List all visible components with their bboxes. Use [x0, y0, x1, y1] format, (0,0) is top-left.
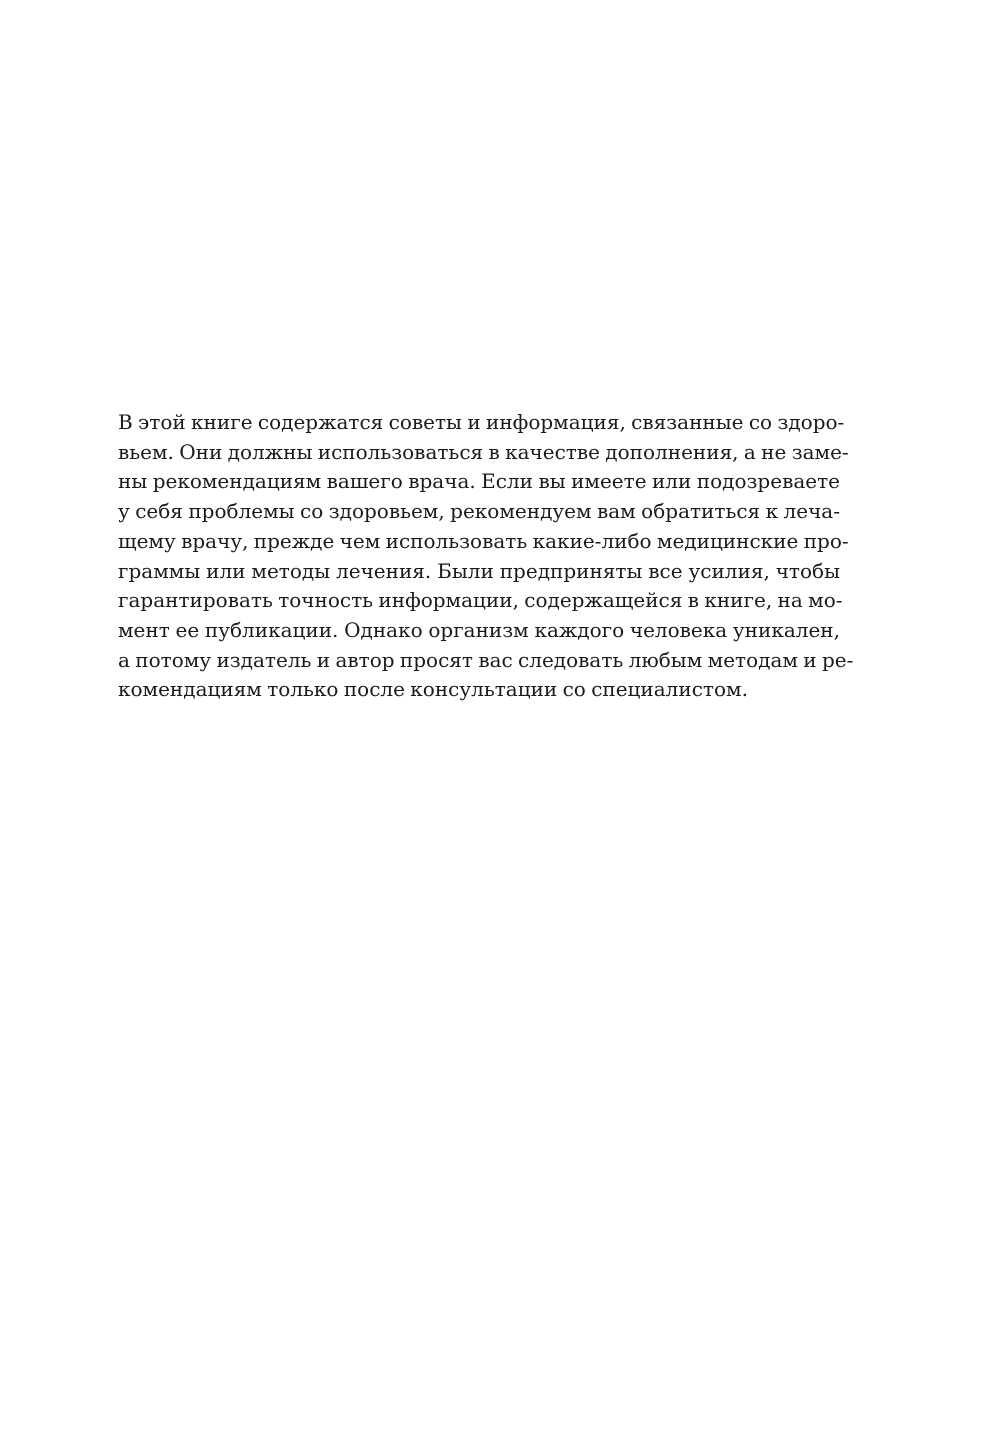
health-disclaimer-paragraph [118, 408, 854, 705]
disclaimer-line: щему врачу, прежде чем использовать какие-либо медицинские про- [118, 528, 849, 553]
disclaimer-line: гарантировать точность информации, содержащейся в книге, на мо- [118, 588, 843, 613]
disclaimer-line: ны рекомендациям вашего врача. Если вы имеете или подозреваете [118, 469, 840, 494]
disclaimer-line: В этой книге содержатся советы и информация, связанные со здоро- [118, 410, 845, 434]
disclaimer-line: а потому издатель и автор просят вас следовать любым методам и ре- [118, 647, 854, 672]
disclaimer-line: граммы или методы лечения. Были предприняты все усилия, чтобы [118, 558, 840, 583]
disclaimer-line: мент ее публикации. Однако организм каждого человека уникален, [118, 617, 840, 642]
disclaimer-line: вьем. Они должны использоваться в качестве дополнения, а не заме- [118, 439, 849, 464]
disclaimer-line: у себя проблемы со здоровьем, рекомендуем вам обратиться к леча- [118, 499, 840, 524]
disclaimer-line: комендациям только после консультации со специалистом. [118, 677, 748, 702]
